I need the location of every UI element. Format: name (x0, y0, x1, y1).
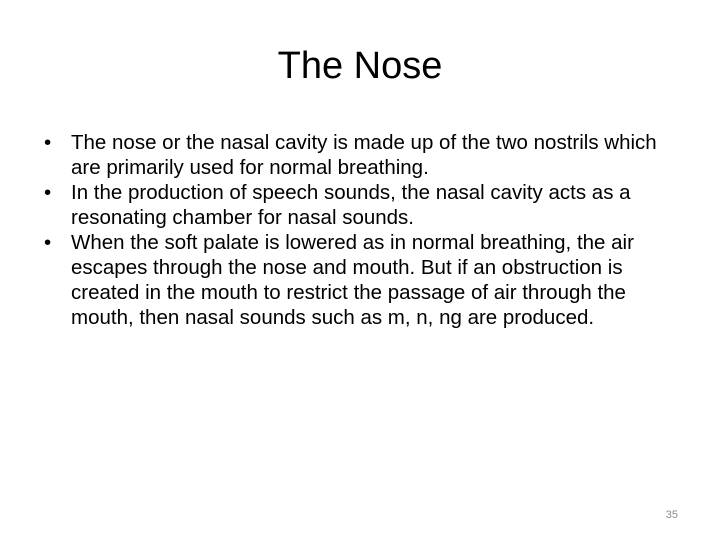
bullet-item (44, 130, 684, 180)
bullet-text: When the soft palate is lowered as in normal breathing, the air escapes through the nose and mouth. But if an obstruction is created in the mouth to restrict the passage of air through the mouth, then nasal sounds such as m, n, ng are produced. (71, 231, 634, 329)
bullet-point-icon: • (44, 181, 52, 204)
bullet-text: The nose or the nasal cavity is made up of the two nostrils which are primarily used for normal breathing. (71, 131, 657, 179)
bullet-point-icon: • (44, 131, 52, 154)
bullet-item (44, 230, 684, 330)
bullet-point-icon: • (44, 231, 52, 254)
bullet-item (44, 180, 684, 230)
bullet-text: In the production of speech sounds, the nasal cavity acts as a resonating chamber for nasal sounds. (71, 181, 631, 229)
bullet-list (44, 130, 684, 330)
page-number: 35 (665, 509, 678, 521)
slide-title: The Nose (277, 45, 443, 87)
